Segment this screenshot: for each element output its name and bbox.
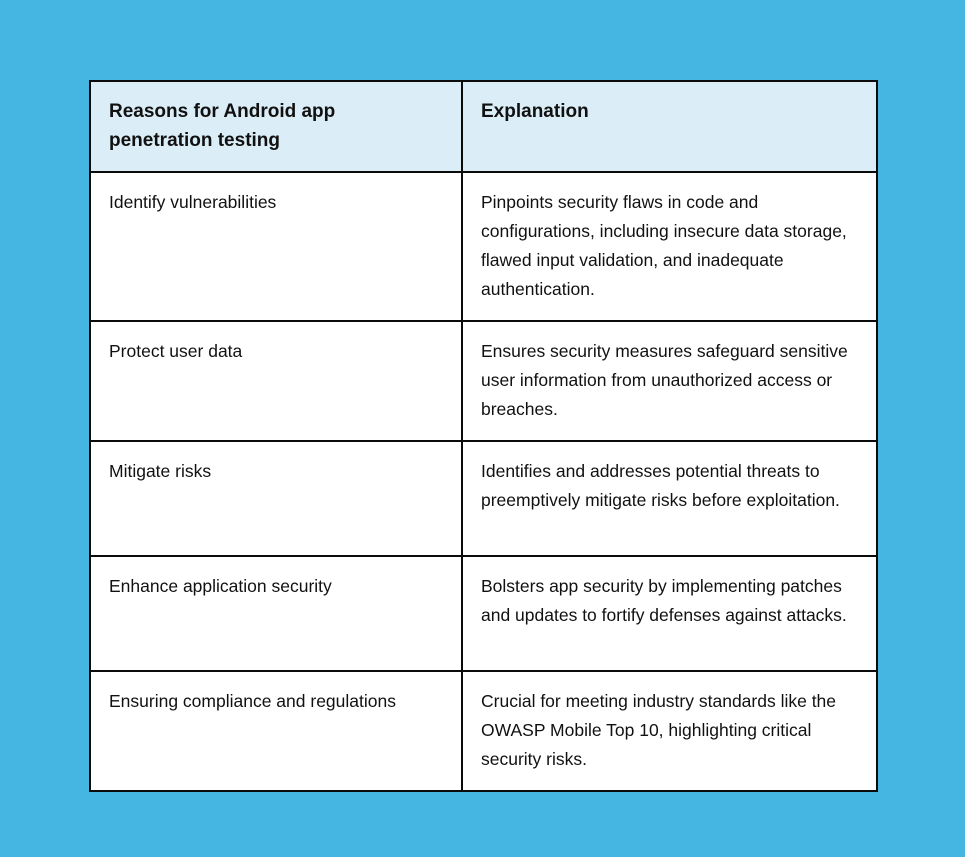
explanation-cell: Pinpoints security flaws in code and configurations, including insecure data storage, flawed input validation, and inadequate authentication. — [462, 172, 877, 321]
reason-cell: Enhance application security — [90, 556, 462, 671]
table-row — [90, 671, 877, 791]
pentest-reasons-table-container — [89, 80, 878, 792]
pentest-reasons-table — [89, 80, 878, 792]
explanation-cell: Crucial for meeting industry standards like the OWASP Mobile Top 10, highlighting critical security risks. — [462, 671, 877, 791]
table-row — [90, 556, 877, 671]
table-row — [90, 441, 877, 556]
reason-cell: Identify vulnerabilities — [90, 172, 462, 321]
explanation-cell: Identifies and addresses potential threats to preemptively mitigate risks before exploitation. — [462, 441, 877, 556]
table-row — [90, 321, 877, 441]
header-explanation: Explanation — [462, 81, 877, 172]
reason-cell: Mitigate risks — [90, 441, 462, 556]
explanation-cell: Bolsters app security by implementing patches and updates to fortify defenses against attacks. — [462, 556, 877, 671]
table-body — [90, 172, 877, 791]
header-reasons: Reasons for Android app penetration testing — [90, 81, 462, 172]
reason-cell: Protect user data — [90, 321, 462, 441]
table-row — [90, 172, 877, 321]
header-row — [90, 81, 877, 172]
explanation-cell: Ensures security measures safeguard sensitive user information from unauthorized access or breaches. — [462, 321, 877, 441]
reason-cell: Ensuring compliance and regulations — [90, 671, 462, 791]
